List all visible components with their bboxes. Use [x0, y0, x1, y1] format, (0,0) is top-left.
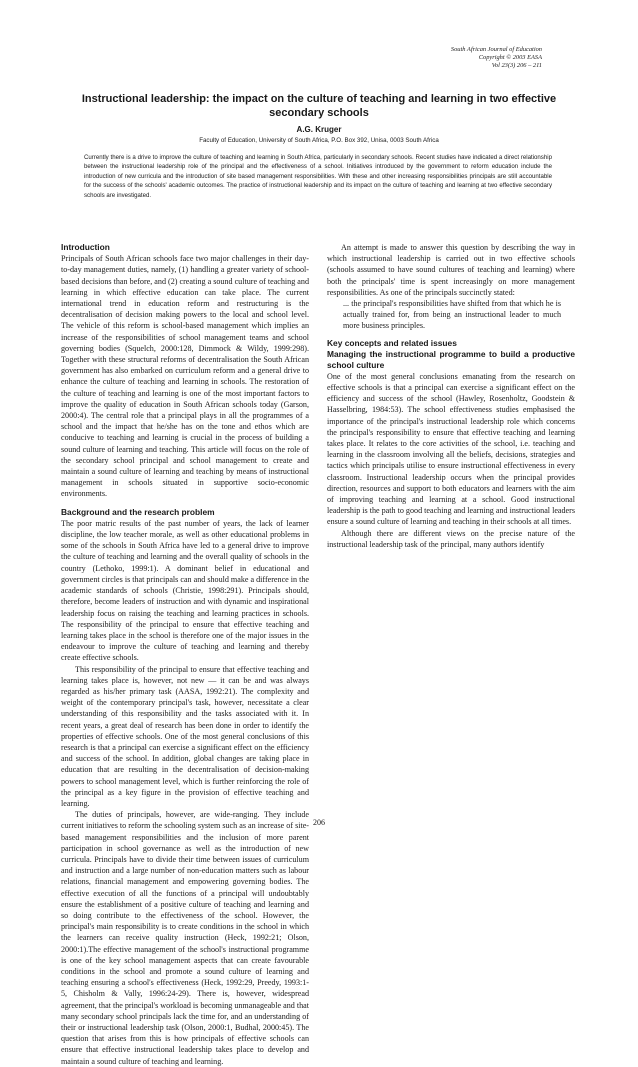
background-paragraph-2: This responsibility of the principal to ensure that effective teaching and learning takes place is, however, not new — it can be and was always regarded as his/her primary task (AASA, 1992:21). The complexity and weight of the contemporary principal's task, however, necessitate a clear understanding of this responsibility and the tasks associated with it. In recent years, a great deal of research has been done in order to identify the properties of effective schools. One of the most general conclusions of this research is that a principal can exercise a significant effect on the efficiency and success of the school. In addition, global changes are taking place in education that are resulting in the decentralisation of decision-making powers to school management level, which is further reinforcing the role of the principal as a key figure in the provision of effective teaching and learning.	[61, 664, 309, 808]
abstract: Currently there is a drive to improve the culture of teaching and learning in South Africa, particularly in secondary schools. Recent studies have indicated a direct relationship between the instructional leadership role of the principal and the effectiveness of a school. Initiatives introduced by the government to reform education include the introduction of new curricula and the introduction of site based management responsibilities. With these and other increasing responsibilities principals are still accountable for the success of the schools' academic outcomes. The practice of instructional leadership and its impact on the culture of teaching and learning at two effective secondary schools are investigated.	[84, 154, 552, 199]
author-name: A.G. Kruger	[296, 125, 342, 134]
background-paragraph-3: The duties of principals, however, are wide-ranging. They include current initiatives to reform the schooling system such as an increase of site-based management responsibilities and the inclusion of more parent participation in school governance as well as the introduction of new curricula. Principals have to divide their time between issues of curriculum and instruction and a large number of non-education matters such as labour relations, financial management and empowering governing bodies. The effective execution of all the functions of a principal will undoubtably ensure the establishment of a positive culture of teaching and learning and so doing contribute to the effectiveness of the school. However, the principal's main responsibility is to create conditions in the school in which the learners can receive quality instruction (Heck, 1992:21; Olson, 2000:1).The effective management of the school's instructional programme is one of the key school management aspects that can create favourable conditions in the school and promote a sound culture of learning and teaching ensuring a school's effectiveness (Heck, 1992:29, Preedy, 1993:1-5, Chisholm & Vally, 1996:24-29). There is, however, widespread agreement, that the principal's workload is becoming unmanageable and that many secondary school principals lack the time for, and an understanding of their or instructional leadership task (Olson, 2000:1, Budhal, 2000:45). The question that arises from this is how principals of effective schools can ensure that effective instructional leadership takes place to develop and maintain a sound culture of teaching and learning.	[61, 810, 309, 1066]
background-paragraph-4: An attempt is made to answer this question by describing the way in which instructional leadership is carried out in two effective schools (schools assumed to have sound cultures of teaching and learning) where both the principals' time is spent increasingly on more management responsibilities. As one of the principals succinctly stated:	[327, 243, 575, 297]
background-heading: Background and the research problem	[61, 506, 215, 517]
concepts-subheading: Managing the instructional programme to build a productive school culture	[327, 348, 575, 370]
introduction-paragraph: Principals of South African schools face two major challenges in their day-to-day management duties, namely, (1) handling a greater variety of school-based decisions than before, and (2) creating a sound culture of teaching and learning in which effective education can take place. The current international trend in education reform and restructuring is the decentralisation of decision making powers to the local and school level. The vehicle of this reform is school-based management which implies an increase of the responsibilities of school management teams and school governing bodies (Squelch, 2000:128, Dimmock & Wildy, 1999:298). Together with these structural reforms of decentralisation the South African government has also embarked on curriculum reform and a general drive to enhance the culture of teaching and learning in schools. The restoration of the culture of teaching and learning is one of the most important factors to improve the quality of education in South African schools today (Garson, 2000:4). The central role that a principal plays in all the programmes of a school and the impact that he/she has on the tone and ethos which are conducive to teaching and learning is crucial in the process of building a sound culture of learning and teaching. This article will focus on the role of the secondary school principal and school management to create and maintain a sound culture of learning and teaching by means of instructional management in schools situated in supportive socio-economic environments.	[61, 254, 309, 499]
journal-header	[451, 46, 542, 70]
left-column	[61, 242, 309, 1067]
author-affiliation: Faculty of Education, University of South Africa, P.O. Box 392, Unisa, 0003 South Africa	[199, 137, 439, 144]
page-number: 206	[313, 818, 325, 827]
article-title: Instructional leadership: the impact on the culture of teaching and learning in two effective secondary schools	[81, 93, 557, 119]
concepts-paragraph-1: One of the most general conclusions emanating from the research on effective schools is that a principal can exercise a significant effect on the efficiency and success of the school (Hawley, Rosenholtz, Goodstein & Hasselbring, 1984:53). The school effectiveness studies emphasised the importance of the principal's instructional leadership role which concerns the principal's responsibility to ensure that effective teaching and learning takes place. It relates to the core activities of the school, i.e. teaching and learning in the classroom involving all the beliefs, decisions, strategies and tactics which principals utilise to ensure instructional effectiveness in every classroom. Instructional leadership occurs when the principal provides direction, resources and support to both educators and learners with the aim of improving teaching and learning at a school. Good instructional leadership is the path to good teaching and learning and instructional leaders ensure a sound culture of learning and teaching in their schools at all times.	[327, 371, 575, 527]
right-column	[327, 242, 575, 550]
volume-info: Vol 23(3) 206 – 211	[491, 62, 542, 69]
background-paragraph-1: The poor matric results of the past number of years, the lack of learner discipline, the low teacher morale, as well as other educational problems in some of the schools in South Africa have led to a general drive to improve the culture of teaching and learning and the overall quality of schools in the country (Lethoko, 1999:1). A dominant belief in educational and government circles is that principals can and should make a difference in the academic standards of schools (Christie, 1998:291). Principals should, therefore, become leaders of instruction and with dynamic and inspirational leadership focus on raising the teaching and learning practices in schools. The responsibility of the principal to ensure that effective teaching and learning takes place in the school is therefore one of the major issues in the endeavour to improve the culture of teaching and learning and thereby create effective schools.	[61, 518, 309, 663]
concepts-paragraph-2: Although there are different views on the precise nature of the instructional leadership task of the principal, many authors identify	[327, 528, 575, 549]
principal-quote: ... the principal's responsibilities have shifted from that which he is actually trained for, from being an instructional leader to much more business principles.	[343, 299, 561, 331]
copyright: Copyright © 2003 EASA	[478, 54, 542, 61]
concepts-heading: Key concepts and related issues	[327, 337, 457, 348]
journal-name: South African Journal of Education	[450, 46, 542, 53]
introduction-heading: Introduction	[61, 242, 110, 252]
